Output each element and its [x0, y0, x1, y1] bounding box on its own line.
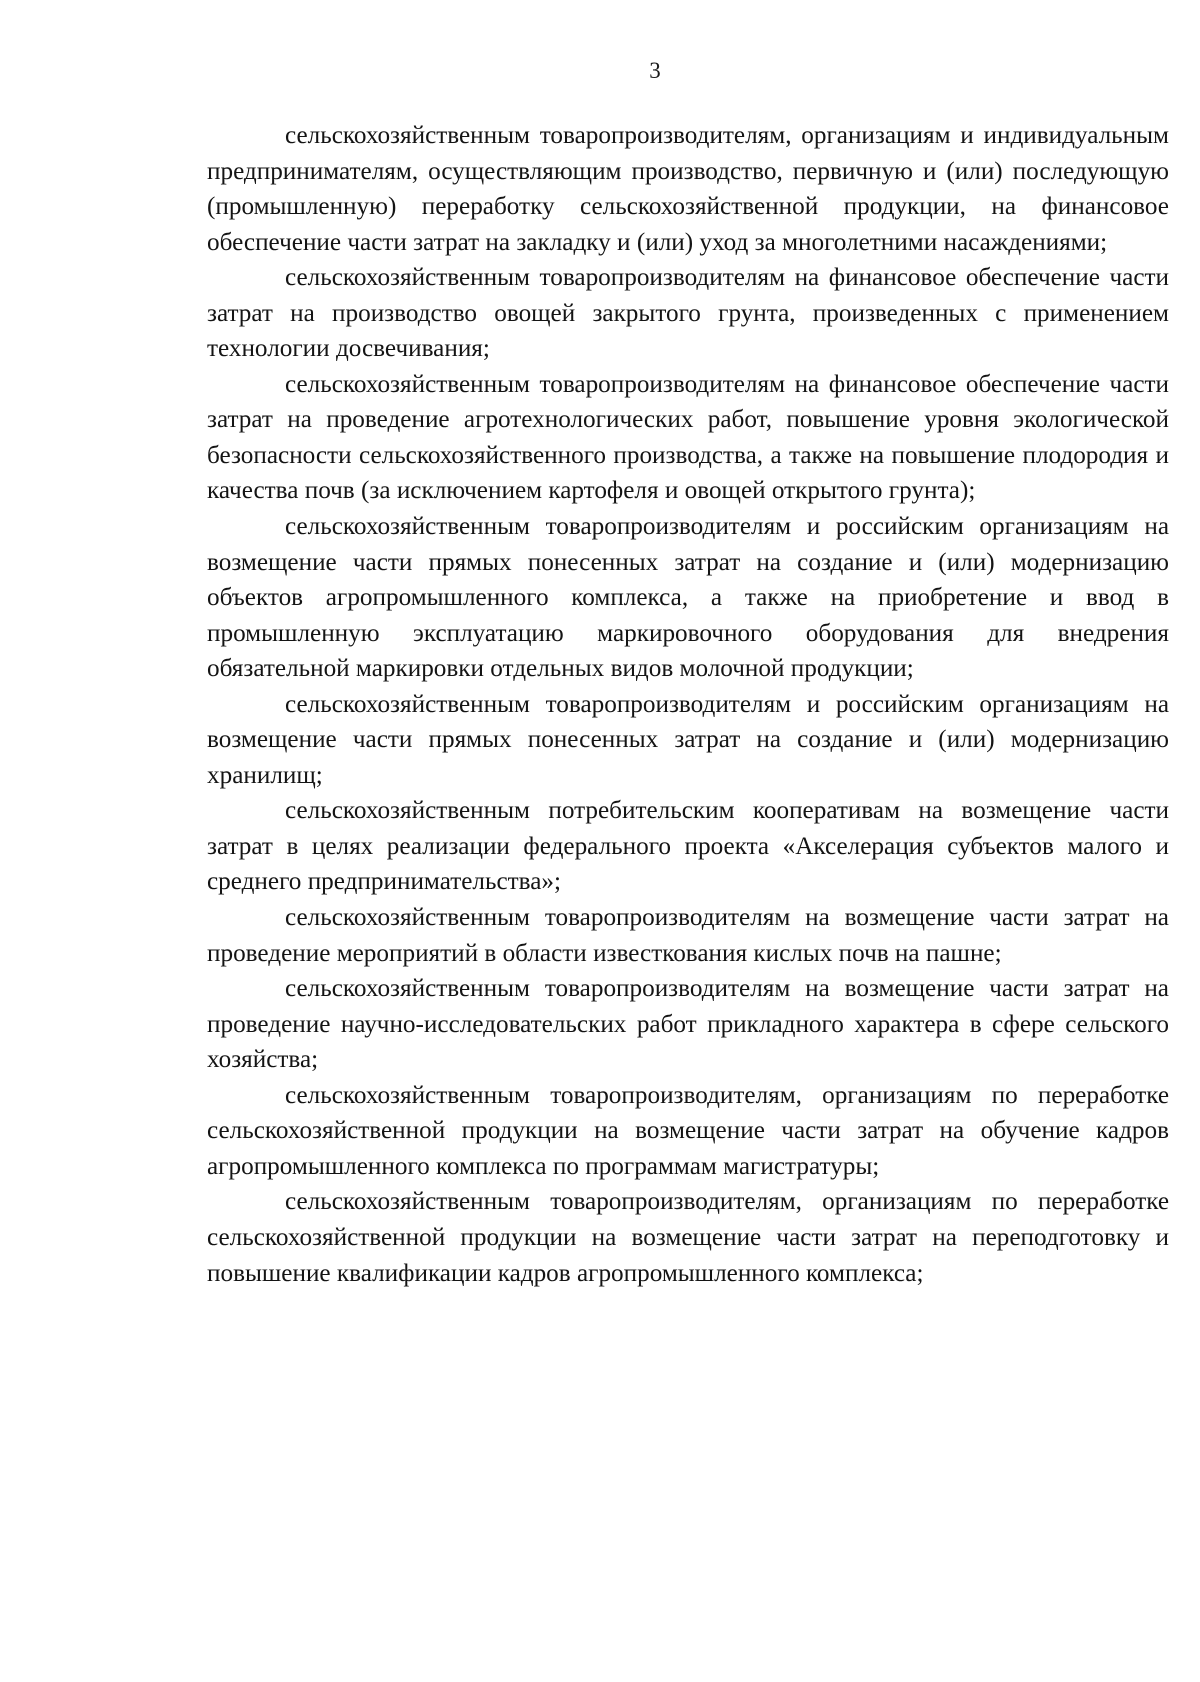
document-body — [207, 118, 1169, 1291]
page-number: 3 — [649, 58, 661, 83]
paragraph-10: сельскохозяйственным товаропроизводителям, организациям по переработке сельскохозяйственной продукции на возмещение части затрат на переподготовку и повышение квалификации кадров агропромышленного комплекса; — [207, 1188, 1169, 1287]
paragraph-3: сельскохозяйственным товаропроизводителям на финансовое обеспечение части затрат на проведение агротехнологических работ, повышение уровня экологической безопасности сельскохозяйственного производства, а также на повышение плодородия и качества почв (за исключением картофеля и овощей открытого грунта); — [207, 370, 1169, 505]
paragraph-1: сельскохозяйственным товаропроизводителям, организациям и индивидуальным предпринимателям, осуществляющим производство, первичную и (или) последующую (промышленную) переработку сельскохозяйственной продукции, на финансовое обеспечение части затрат на закладку и (или) уход за многолетними насаждениями; — [207, 122, 1169, 256]
paragraph-7: сельскохозяйственным товаропроизводителям на возмещение части затрат на проведение мероприятий в области известкования кислых почв на пашне; — [207, 904, 1169, 967]
paragraph-5: сельскохозяйственным товаропроизводителям и российским организациям на возмещение части прямых понесенных затрат на создание и (или) модернизацию хранилищ; — [207, 690, 1169, 789]
paragraph-8: сельскохозяйственным товаропроизводителям на возмещение части затрат на проведение научно-исследовательских работ прикладного характера в сфере сельского хозяйства; — [207, 975, 1169, 1074]
paragraph-4: сельскохозяйственным товаропроизводителям и российским организациям на возмещение части прямых понесенных затрат на создание и (или) модернизацию объектов агропромышленного комплекса, а также на приобретение и ввод в промышленную эксплуатацию маркировочного оборудования для внедрения обязательной маркировки отдельных видов молочной продукции; — [207, 513, 1169, 683]
paragraph-9: сельскохозяйственным товаропроизводителям, организациям по переработке сельскохозяйственной продукции на возмещение части затрат на обучение кадров агропромышленного комплекса по программам магистратуры; — [207, 1081, 1169, 1180]
paragraph-2: сельскохозяйственным товаропроизводителям на финансовое обеспечение части затрат на производство овощей закрытого грунта, произведенных с применением технологии досвечивания; — [207, 264, 1169, 363]
paragraph-6: сельскохозяйственным потребительским кооперативам на возмещение части затрат в целях реализации федерального проекта «Акселерация субъектов малого и среднего предпринимательства»; — [207, 797, 1169, 896]
